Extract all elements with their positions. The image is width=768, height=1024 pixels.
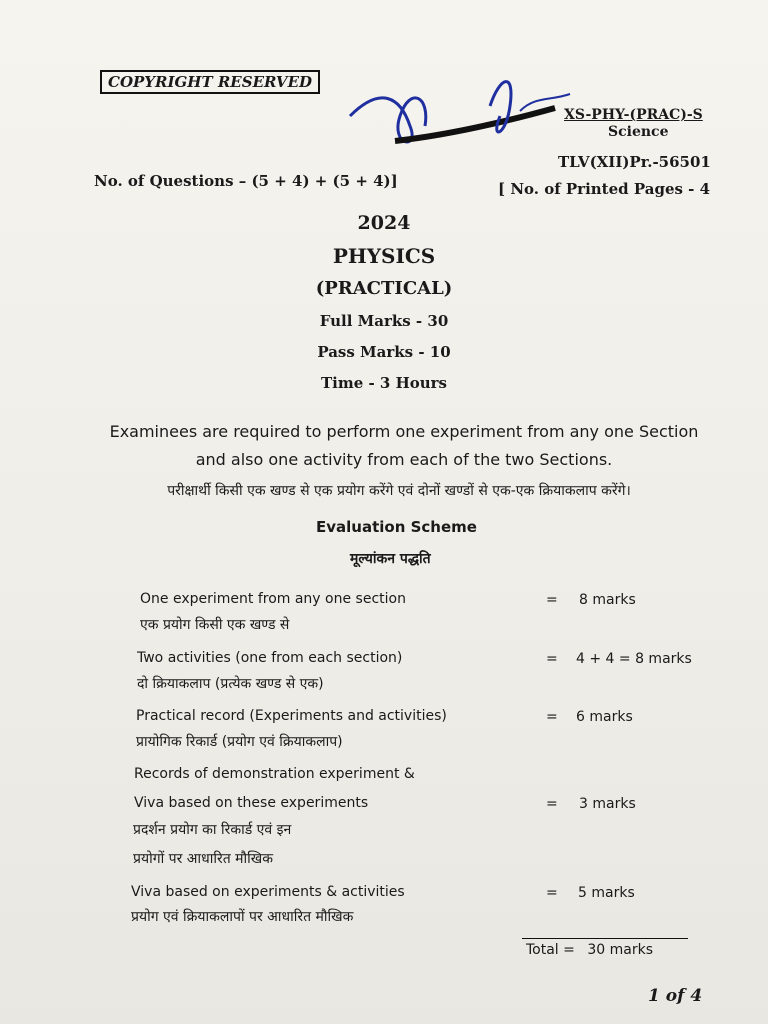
printed-pages: [ No. of Printed Pages - 4: [498, 180, 711, 198]
time-allowed: Time - 3 Hours: [320, 374, 448, 392]
eval-row-en: One experiment from any one section: [140, 591, 406, 607]
subject-title: PHYSICS: [332, 244, 436, 268]
signature-icon: [340, 66, 600, 156]
copyright-box: COPYRIGHT RESERVED: [100, 70, 320, 94]
eval-row-hi: दो क्रियाकलाप (प्रत्येक खण्ड से एक): [137, 676, 324, 692]
stream-label: Science: [608, 124, 669, 140]
eval-row-marks: 5 marks: [578, 885, 635, 901]
full-marks: Full Marks - 30: [319, 312, 449, 330]
eval-row-hi: प्रयोग एवं क्रियाकलापों पर आधारित मौखिक: [131, 909, 354, 925]
eval-row-en: Two activities (one from each section): [137, 650, 403, 666]
eval-row-marks: 8 marks: [579, 592, 636, 608]
total-marks: [526, 942, 653, 958]
eval-row-en: Viva based on these experiments: [134, 795, 369, 811]
eval-row-marks: 6 marks: [576, 709, 633, 725]
instruction-line-1: Examinees are required to perform one experiment from any one Section: [109, 422, 699, 441]
exam-type: (PRACTICAL): [315, 278, 453, 299]
instruction-line-2: and also one activity from each of the two Sections.: [195, 450, 613, 469]
eval-row-hi: प्रयोगों पर आधारित मौखिक: [133, 851, 273, 867]
eval-row-marks: 3 marks: [579, 796, 636, 812]
total-value: 30 marks: [587, 942, 653, 958]
total-divider: [522, 938, 688, 939]
eval-row-equals: =: [546, 592, 558, 608]
eval-row-equals: =: [546, 796, 558, 812]
exam-year: 2024: [357, 212, 411, 234]
eval-row-en: Viva based on experiments & activities: [131, 884, 405, 900]
eval-row-marks: 4 + 4 = 8 marks: [576, 651, 692, 667]
no-of-questions: No. of Questions – (5 + 4) + (5 + 4)]: [94, 172, 398, 190]
series-code: TLV(XII)Pr.-56501: [558, 153, 711, 171]
eval-row-equals: =: [546, 709, 558, 725]
evaluation-heading-hindi: मूल्यांकन पद्धति: [350, 551, 431, 567]
instructions-hindi: परीक्षार्थी किसी एक खण्ड से एक प्रयोग करेंगे एवं दोनों खण्डों से एक-एक क्रियाकलाप करेंगे।: [167, 483, 631, 499]
eval-row-hi: प्रदर्शन प्रयोग का रिकार्ड एवं इन: [133, 822, 292, 838]
pass-marks: Pass Marks - 10: [317, 343, 451, 361]
eval-row-equals: =: [546, 885, 558, 901]
evaluation-heading: Evaluation Scheme: [316, 518, 477, 536]
paper-code: XS-PHY-(PRAC)-S: [564, 107, 703, 123]
eval-row-hi: प्रायोगिक रिकार्ड (प्रयोग एवं क्रियाकलाप): [136, 734, 343, 750]
page-number: 1 of 4: [648, 986, 703, 1006]
eval-row-en: Practical record (Experiments and activities): [136, 708, 447, 724]
eval-row-equals: =: [546, 651, 558, 667]
eval-row-en: Records of demonstration experiment &: [134, 766, 415, 782]
instructions-english: [0, 418, 768, 474]
eval-row-hi: एक प्रयोग किसी एक खण्ड से: [140, 617, 290, 633]
total-label: Total =: [526, 942, 575, 958]
